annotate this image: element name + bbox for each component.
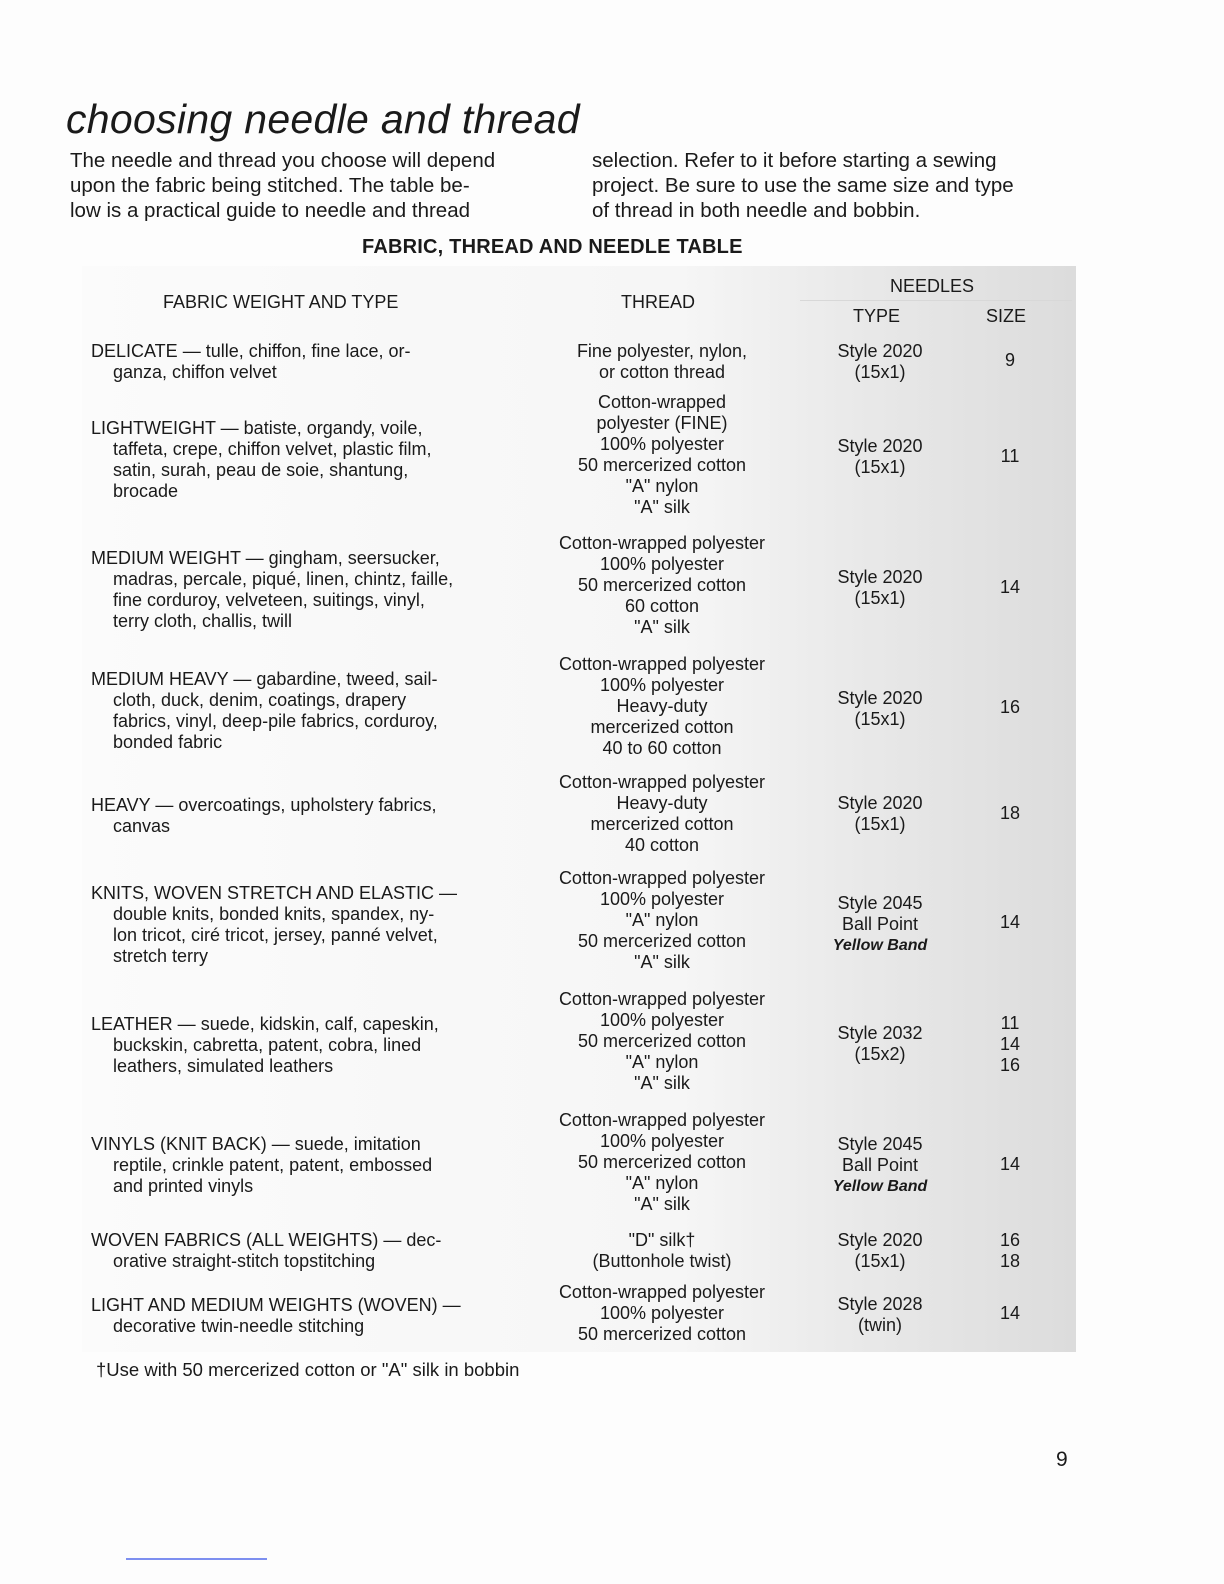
thread-cell-line: 100% polyester — [599, 675, 725, 695]
thread-cell-line: 50 mercerized cotton — [577, 455, 747, 475]
needle-type-cell — [810, 567, 950, 609]
fabric-cell-line: decorative twin-needle stitching — [113, 1316, 365, 1336]
needle-size-cell-line: 9 — [1004, 350, 1015, 370]
needle-type-cell — [810, 341, 950, 383]
fabric-cell-line: LIGHT AND MEDIUM WEIGHTS (WOVEN) — — [91, 1295, 461, 1315]
fabric-cell-line: HEAVY — overcoatings, upholstery fabrics, — [91, 795, 437, 815]
fabric-cell-line: madras, percale, piqué, linen, chintz, faille, — [113, 569, 454, 589]
needle-size-cell — [970, 350, 1050, 371]
thread-cell-line: "A" silk — [634, 1194, 690, 1214]
fabric-cell-line: buckskin, cabretta, patent, cobra, lined — [113, 1035, 422, 1055]
needle-band-label: Yellow Band — [832, 937, 928, 954]
thread-cell-line: "D" silk† — [628, 1230, 696, 1250]
header-size: SIZE — [986, 306, 1027, 326]
thread-cell-line: mercerized cotton — [590, 814, 734, 834]
needle-size-cell — [970, 446, 1050, 467]
thread-cell-line: 100% polyester — [599, 1131, 725, 1151]
thread-cell — [522, 772, 802, 856]
fabric-cell — [91, 669, 511, 753]
thread-cell — [522, 392, 802, 518]
needle-type-cell-line: (15x1) — [854, 588, 906, 608]
needle-size-cell — [970, 803, 1050, 824]
needle-type-cell — [810, 1294, 950, 1336]
needle-type-cell-line: Style 2045 — [837, 1134, 923, 1154]
intro-line: selection. Refer to it before starting a sewing — [592, 149, 997, 172]
thread-cell-line: 100% polyester — [599, 1303, 725, 1323]
intro-line: project. Be sure to use the same size and type — [592, 174, 1014, 197]
page-number: 9 — [1056, 1448, 1068, 1471]
needle-size-cell-line: 11 — [1000, 1013, 1020, 1033]
needle-size-cell-line: 16 — [999, 697, 1021, 717]
thread-cell — [522, 1110, 802, 1215]
thread-cell-line: 50 mercerized cotton — [577, 575, 747, 595]
needle-type-cell-line: (15x1) — [854, 709, 906, 729]
needle-size-cell-line: 14 — [999, 1034, 1021, 1054]
thread-cell-line: 50 mercerized cotton — [577, 1324, 747, 1344]
needle-type-cell — [810, 1134, 950, 1197]
fabric-cell-line: DELICATE — tulle, chiffon, fine lace, or- — [91, 341, 411, 361]
thread-cell-line: Cotton-wrapped polyester — [558, 1282, 766, 1302]
needle-type-cell-line: Ball Point — [841, 914, 919, 934]
thread-cell-line: "A" silk — [634, 1073, 690, 1093]
fabric-cell — [91, 548, 511, 632]
thread-cell-line: Heavy-duty — [616, 696, 708, 716]
page-title: choosing needle and thread — [66, 96, 580, 142]
needle-type-cell-line: Style 2020 — [837, 1230, 923, 1250]
thread-cell-line: polyester (FINE) — [596, 413, 728, 433]
thread-cell-line: or cotton thread — [598, 362, 726, 382]
thread-cell-line: Cotton-wrapped polyester — [558, 868, 766, 888]
thread-cell — [522, 654, 802, 759]
needle-size-cell — [970, 577, 1050, 598]
footnote: †Use with 50 mercerized cotton or "A" silk in bobbin — [96, 1359, 520, 1380]
needle-size-cell — [970, 1230, 1050, 1272]
intro-line: upon the fabric being stitched. The table be- — [70, 174, 470, 197]
needle-type-cell — [810, 1023, 950, 1065]
fabric-cell — [91, 1134, 511, 1197]
needle-size-cell-line: 11 — [1000, 446, 1020, 466]
fabric-cell-line: double knits, bonded knits, spandex, ny- — [113, 904, 435, 924]
thread-cell-line: "A" silk — [634, 497, 690, 517]
needle-size-cell-line: 18 — [999, 1251, 1021, 1271]
thread-cell-line: Cotton-wrapped polyester — [558, 1110, 766, 1130]
thread-cell-line: 100% polyester — [599, 554, 725, 574]
intro-line: of thread in both needle and bobbin. — [592, 199, 921, 222]
needle-type-cell-line: Style 2045 — [837, 893, 923, 913]
fabric-cell-line: ganza, chiffon velvet — [113, 362, 277, 382]
needle-size-cell — [970, 697, 1050, 718]
fabric-cell-line: and printed vinyls — [113, 1176, 254, 1196]
needle-size-cell — [970, 1154, 1050, 1175]
needle-type-cell-line: (15x1) — [854, 457, 906, 477]
header-needles: NEEDLES — [890, 276, 975, 296]
fabric-cell — [91, 1295, 511, 1337]
needle-type-cell — [810, 1230, 950, 1272]
thread-cell-line: "A" silk — [634, 617, 690, 637]
needle-size-cell — [970, 1013, 1050, 1076]
fabric-cell-line: bonded fabric — [113, 732, 223, 752]
thread-cell-line: 50 mercerized cotton — [577, 1031, 747, 1051]
intro-left-column — [70, 148, 550, 223]
fabric-cell — [91, 418, 511, 502]
needle-type-cell-line: Style 2032 — [837, 1023, 923, 1043]
thread-cell-line: (Buttonhole twist) — [592, 1251, 732, 1271]
thread-cell — [522, 989, 802, 1094]
needle-size-cell-line: 14 — [999, 1154, 1021, 1174]
fabric-cell-line: lon tricot, ciré tricot, jersey, panné velvet, — [113, 925, 438, 945]
thread-cell-line: 100% polyester — [599, 434, 725, 454]
thread-cell-line: Cotton-wrapped polyester — [558, 989, 766, 1009]
needle-type-cell-line: Style 2020 — [837, 567, 923, 587]
thread-cell-line: "A" nylon — [625, 476, 699, 496]
thread-cell-line: mercerized cotton — [590, 717, 734, 737]
bottom-rule — [126, 1558, 267, 1560]
thread-cell-line: 60 cotton — [624, 596, 700, 616]
needle-type-cell-line: (15x2) — [854, 1044, 906, 1064]
needle-type-cell — [810, 688, 950, 730]
thread-cell — [522, 1230, 802, 1272]
fabric-cell-line: brocade — [113, 481, 179, 501]
thread-cell-line: Fine polyester, nylon, — [576, 341, 748, 361]
thread-cell-line: 40 to 60 cotton — [602, 738, 722, 758]
needle-size-cell-line: 14 — [999, 1303, 1021, 1323]
intro-right-column — [592, 148, 1082, 223]
fabric-cell — [91, 341, 511, 383]
needle-size-cell-line: 18 — [999, 803, 1021, 823]
fabric-cell-line: MEDIUM HEAVY — gabardine, tweed, sail- — [91, 669, 438, 689]
needle-type-cell-line: (15x1) — [854, 1251, 906, 1271]
needle-type-cell-line: (15x1) — [854, 814, 906, 834]
fabric-cell-line: reptile, crinkle patent, patent, embossed — [113, 1155, 433, 1175]
needle-size-cell-line: 14 — [999, 577, 1021, 597]
fabric-cell-line: orative straight-stitch topstitching — [113, 1251, 376, 1271]
needle-size-cell-line: 16 — [999, 1230, 1021, 1250]
needle-type-cell-line: Style 2020 — [837, 436, 923, 456]
fabric-cell-line: cloth, duck, denim, coatings, drapery — [113, 690, 407, 710]
needle-type-cell-line: Style 2020 — [837, 341, 923, 361]
needle-type-cell — [810, 793, 950, 835]
fabric-cell — [91, 883, 511, 967]
thread-cell — [522, 341, 802, 383]
fabric-cell — [91, 1014, 511, 1077]
fabric-cell-line: canvas — [113, 816, 171, 836]
needle-type-cell-line: Ball Point — [841, 1155, 919, 1175]
needle-size-cell — [970, 1303, 1050, 1324]
thread-cell-line: 100% polyester — [599, 1010, 725, 1030]
table-title: FABRIC, THREAD AND NEEDLE TABLE — [362, 236, 743, 258]
thread-cell-line: 50 mercerized cotton — [577, 931, 747, 951]
header-type: TYPE — [853, 306, 901, 326]
thread-cell-line: "A" nylon — [625, 1173, 699, 1193]
thread-cell-line: "A" nylon — [625, 1052, 699, 1072]
needle-type-cell-line: (twin) — [858, 1315, 902, 1335]
fabric-cell-line: LEATHER — suede, kidskin, calf, capeskin, — [91, 1014, 439, 1034]
fabric-cell — [91, 795, 511, 837]
fabric-cell-line: leathers, simulated leathers — [113, 1056, 334, 1076]
intro-line: The needle and thread you choose will depend — [70, 149, 496, 172]
thread-cell-line: Cotton-wrapped polyester — [558, 654, 766, 674]
thread-cell-line: Heavy-duty — [616, 793, 708, 813]
fabric-cell-line: LIGHTWEIGHT — batiste, organdy, voile, — [91, 418, 423, 438]
fabric-cell-line: fabrics, vinyl, deep-pile fabrics, corduroy, — [113, 711, 438, 731]
thread-cell-line: Cotton-wrapped — [597, 392, 727, 412]
needles-divider — [800, 300, 1072, 301]
needle-band-label: Yellow Band — [832, 1178, 928, 1195]
thread-cell-line: "A" nylon — [625, 910, 699, 930]
intro-line: low is a practical guide to needle and thread — [70, 199, 471, 222]
needle-type-cell — [810, 893, 950, 956]
fabric-cell-line: MEDIUM WEIGHT — gingham, seersucker, — [91, 548, 440, 568]
thread-cell-line: 100% polyester — [599, 889, 725, 909]
needle-size-cell — [970, 912, 1050, 933]
fabric-cell-line: satin, surah, peau de soie, shantung, — [113, 460, 409, 480]
needle-size-cell-line: 14 — [999, 912, 1021, 932]
fabric-cell-line: taffeta, crepe, chiffon velvet, plastic film, — [113, 439, 432, 459]
fabric-cell-line: KNITS, WOVEN STRETCH AND ELASTIC — — [91, 883, 458, 903]
thread-cell-line: Cotton-wrapped polyester — [558, 533, 766, 553]
fabric-cell-line: fine corduroy, velveteen, suitings, vinyl, — [113, 590, 425, 610]
fabric-cell — [91, 1230, 511, 1272]
thread-cell-line: "A" silk — [634, 952, 690, 972]
thread-cell-line: 50 mercerized cotton — [577, 1152, 747, 1172]
needle-size-cell-line: 16 — [999, 1055, 1021, 1075]
thread-cell — [522, 1282, 802, 1345]
thread-cell — [522, 868, 802, 973]
header-thread: THREAD — [621, 292, 696, 312]
needle-type-cell-line: Style 2028 — [837, 1294, 923, 1314]
fabric-cell-line: WOVEN FABRICS (ALL WEIGHTS) — dec- — [91, 1230, 442, 1250]
fabric-cell-line: stretch terry — [113, 946, 209, 966]
fabric-cell-line: terry cloth, challis, twill — [113, 611, 293, 631]
fabric-cell-line: VINYLS (KNIT BACK) — suede, imitation — [91, 1134, 421, 1154]
thread-cell — [522, 533, 802, 638]
header-fabric: FABRIC WEIGHT AND TYPE — [163, 292, 399, 312]
needle-type-cell-line: (15x1) — [854, 362, 906, 382]
thread-cell-line: 40 cotton — [624, 835, 700, 855]
thread-cell-line: Cotton-wrapped polyester — [558, 772, 766, 792]
needle-type-cell-line: Style 2020 — [837, 688, 923, 708]
needle-type-cell — [810, 436, 950, 478]
needle-type-cell-line: Style 2020 — [837, 793, 923, 813]
